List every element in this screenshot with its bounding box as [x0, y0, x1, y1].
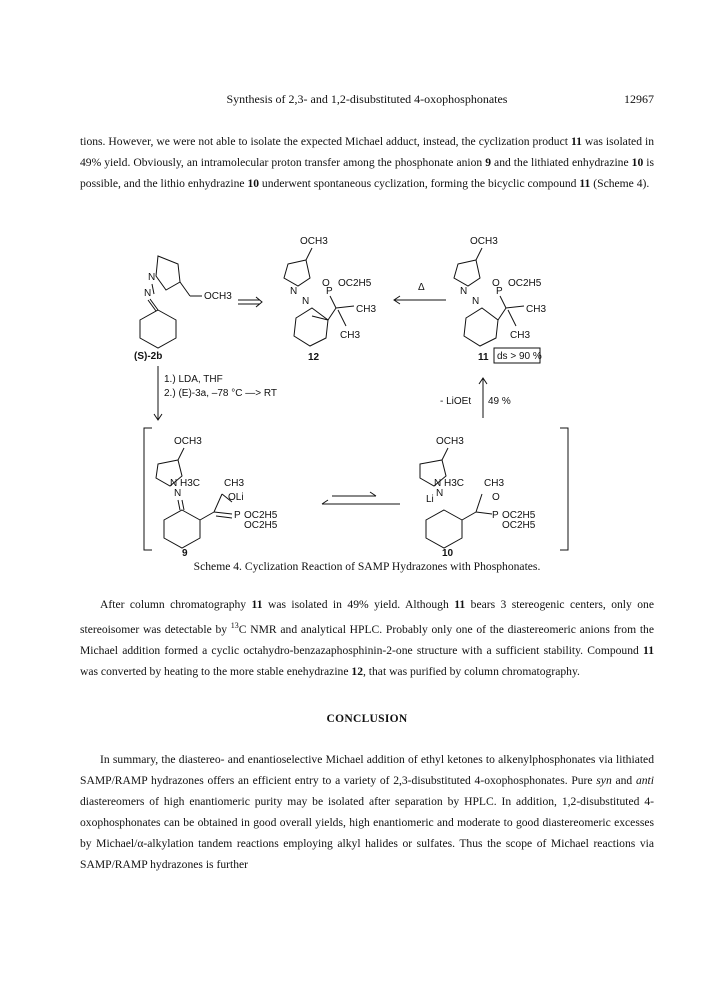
phosphorus-label: P	[326, 286, 333, 297]
methoxy-label: OCH3	[204, 291, 232, 302]
nitrogen-label: N	[472, 296, 480, 307]
lioet-label: - LiOEt	[440, 396, 472, 407]
compound-10	[420, 436, 536, 558]
methyl-label: CH3	[340, 330, 361, 341]
oxygen-label: O	[492, 492, 500, 503]
compound-label-s2b: (S)-2b	[134, 351, 163, 362]
compound-9	[156, 436, 278, 558]
methoxy-label: OCH3	[300, 236, 328, 247]
nitrogen-label: N	[174, 488, 182, 499]
running-title: Synthesis of 2,3- and 1,2-disubstituted 4-oxophosphonates	[226, 92, 508, 106]
methyl-label: H3C	[444, 478, 465, 489]
reaction-scheme	[100, 228, 620, 558]
enolate-label: OLi	[228, 492, 244, 503]
lithium-label: Li	[426, 494, 434, 505]
nitrogen-label: N	[460, 286, 468, 297]
methyl-label: CH3	[224, 478, 245, 489]
methoxy-label: OCH3	[470, 236, 498, 247]
ethoxy-label: OC2H5	[244, 510, 278, 521]
running-header	[80, 92, 654, 110]
compound-label-10: 10	[442, 548, 454, 558]
methyl-label: CH3	[356, 304, 377, 315]
compound-label-12: 12	[308, 352, 320, 363]
scheme-caption: Scheme 4. Cyclization Reaction of SAMP Hydrazones with Phosphonates.	[193, 560, 541, 573]
nitrogen-label: N	[436, 488, 444, 499]
ds-box-label: ds > 90 %	[497, 351, 542, 362]
phosphorus-label: P	[234, 510, 241, 521]
methyl-label: CH3	[510, 330, 531, 341]
oxygen-label: O	[492, 278, 500, 289]
heat-symbol: Δ	[418, 282, 425, 293]
compound-12	[284, 236, 376, 363]
compound-s2b	[134, 256, 232, 362]
phosphorus-label: P	[492, 510, 499, 521]
nitrogen-label: N	[290, 286, 298, 297]
reagent-step-2: 2.) (E)-3a, –78 °C —> RT	[164, 388, 278, 399]
methyl-label: CH3	[484, 478, 505, 489]
methoxy-label: OCH3	[174, 436, 202, 447]
ethoxy-label: OC2H5	[338, 278, 372, 289]
nitrogen-label: N	[148, 272, 156, 283]
nitrogen-label: N	[144, 288, 152, 299]
nitrogen-label: N	[434, 478, 442, 489]
ethoxy-label: OC2H5	[502, 520, 536, 531]
conclusion-heading: CONCLUSION	[326, 713, 408, 725]
ethoxy-label: OC2H5	[502, 510, 536, 521]
methyl-label: H3C	[180, 478, 201, 489]
nitrogen-label: N	[170, 478, 178, 489]
phosphorus-label: P	[496, 286, 503, 297]
paragraph-results: After column chromatography 11 was isolated in 49% yield. Although 11 bears 3 stereogenic centers, only one stereoisomer was detectable by $^{13}$C NMR and analytical HPLC. Probably only one of the diastereomeric anions from the Michael addition formed a cyclic octahydro-benzazaphosphinin-2-one structure with a sufficient stability. Compound 11 was converted by heating to the more stable enehydrazine 12, that was purified by column chromatography.	[80, 598, 655, 678]
methoxy-label: OCH3	[436, 436, 464, 447]
ethoxy-label: OC2H5	[244, 520, 278, 531]
reagent-step-1: 1.) LDA, THF	[164, 374, 223, 385]
compound-label-9: 9	[182, 548, 188, 558]
paragraph-intro: tions. However, we were not able to isolate the expected Michael adduct, instead, the cyclization product 11 was isolated in 49% yield. Obviously, an intramolecular proton transfer among the phosphonate anion 9 and the lithiated enhydrazine 10 is possible, and the lithio enhydrazine 10 underwent spontaneous cyclization, forming the bicyclic compound 11 (Scheme 4).	[80, 135, 654, 190]
methyl-label: CH3	[526, 304, 547, 315]
compound-11	[454, 236, 546, 363]
oxygen-label: O	[322, 278, 330, 289]
compound-label-11: 11	[478, 352, 489, 363]
yield-label: 49 %	[488, 396, 511, 407]
page-number: 12967	[624, 92, 654, 106]
ethoxy-label: OC2H5	[508, 278, 542, 289]
paragraph-conclusion: In summary, the diastereo- and enantioselective Michael addition of ethyl ketones to alkenylphosphonates via lithiated SAMP/RAMP hydrazones offers an efficient entry to a variety of 2,3-disubstituted 4-oxophosphonates. Pure syn and anti diastereomers of high enantiomeric purity may be isolated after separation by HPLC. In addition, 1,2-disubstituted 4-oxophosphonates can be obtained in good overall yields, high enantiomeric and moderate to good diastereomeric excesses by Michael/α-alkylation tandem reactions employing alkyl halides or sulfates. Thus the scope of Michael reactions via SAMP/RAMP hydrazones is further	[80, 753, 654, 871]
nitrogen-label: N	[302, 296, 310, 307]
